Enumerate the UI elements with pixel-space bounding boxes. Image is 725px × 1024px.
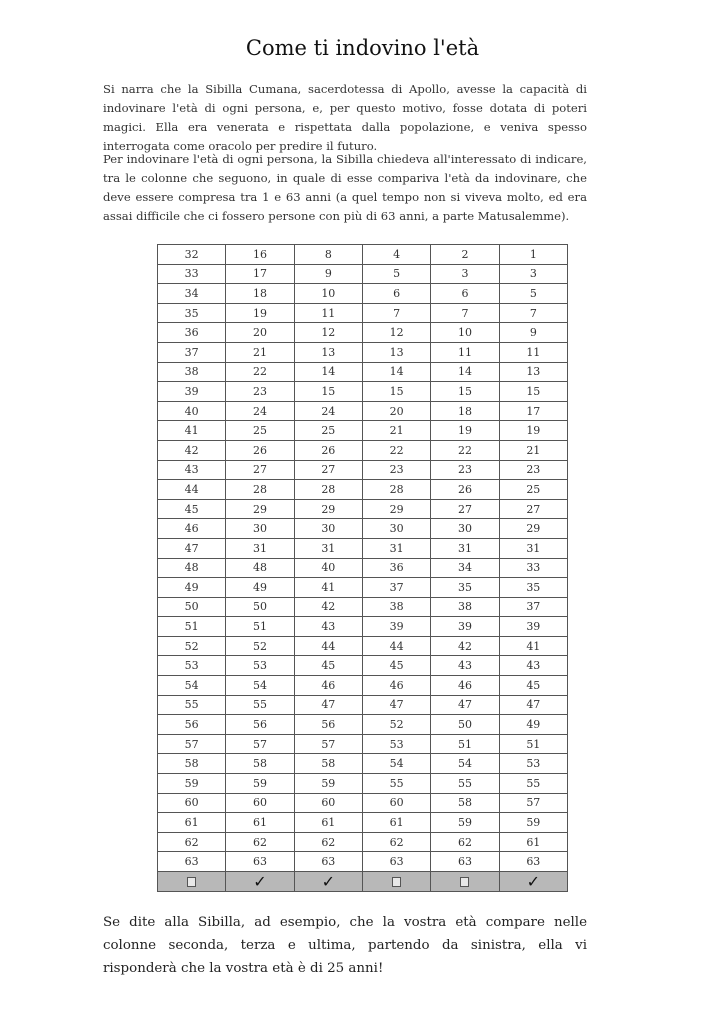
table-cell: 61 — [294, 813, 362, 833]
table-cell: 33 — [158, 264, 226, 284]
table-cell: 57 — [294, 734, 362, 754]
table-cell: 47 — [362, 695, 430, 715]
column-selection-row — [158, 872, 568, 892]
table-cell: 7 — [362, 303, 430, 323]
table-row — [158, 695, 568, 715]
table-cell: 63 — [158, 852, 226, 872]
table-cell: 41 — [158, 421, 226, 441]
table-cell: 5 — [499, 284, 567, 304]
checkmark-icon: ✓ — [321, 871, 336, 891]
table-cell: 14 — [362, 362, 430, 382]
column-mark-cell[interactable] — [158, 872, 226, 892]
table-cell: 58 — [158, 754, 226, 774]
table-cell: 16 — [226, 245, 294, 265]
table-cell: 60 — [158, 793, 226, 813]
table-cell: 51 — [499, 734, 567, 754]
table-row — [158, 754, 568, 774]
table-cell: 25 — [499, 480, 567, 500]
table-cell: 45 — [362, 656, 430, 676]
table-cell: 26 — [294, 440, 362, 460]
table-cell: 23 — [431, 460, 499, 480]
table-cell: 54 — [226, 676, 294, 696]
table-cell: 3 — [431, 264, 499, 284]
table-cell: 59 — [499, 813, 567, 833]
table-cell: 36 — [362, 558, 430, 578]
table-row — [158, 715, 568, 735]
table-row — [158, 460, 568, 480]
table-cell: 62 — [362, 832, 430, 852]
table-cell: 48 — [158, 558, 226, 578]
table-cell: 40 — [294, 558, 362, 578]
table-cell: 17 — [499, 401, 567, 421]
table-cell: 49 — [158, 578, 226, 598]
table-cell: 28 — [226, 480, 294, 500]
table-row — [158, 832, 568, 852]
table-row — [158, 421, 568, 441]
table-cell: 33 — [499, 558, 567, 578]
table-row — [158, 538, 568, 558]
table-cell: 42 — [431, 636, 499, 656]
table-cell: 14 — [294, 362, 362, 382]
table-cell: 56 — [226, 715, 294, 735]
table-cell: 19 — [431, 421, 499, 441]
table-cell: 51 — [431, 734, 499, 754]
table-cell: 60 — [362, 793, 430, 813]
table-cell: 52 — [226, 636, 294, 656]
table-cell: 25 — [226, 421, 294, 441]
table-cell: 21 — [362, 421, 430, 441]
table-cell: 50 — [226, 597, 294, 617]
table-row — [158, 342, 568, 362]
table-cell: 54 — [431, 754, 499, 774]
table-row — [158, 636, 568, 656]
table-row — [158, 303, 568, 323]
table-cell: 51 — [226, 617, 294, 637]
table-cell: 38 — [362, 597, 430, 617]
table-cell: 31 — [226, 538, 294, 558]
table-row — [158, 558, 568, 578]
table-cell: 7 — [431, 303, 499, 323]
table-cell: 63 — [499, 852, 567, 872]
intro-paragraph: Si narra che la Sibilla Cumana, sacerdotessa di Apollo, avesse la capacità di indovinare l'età di ogni persona, e, per questo motivo, fosse dotata di poteri magici. Ella era venerata e rispettata dalla popolazione, e veniva spesso interrogata come oracolo per predire il futuro. — [103, 82, 587, 153]
table-cell: 21 — [499, 440, 567, 460]
table-row — [158, 617, 568, 637]
table-cell: 26 — [226, 440, 294, 460]
table-cell: 27 — [226, 460, 294, 480]
table-cell: 62 — [226, 832, 294, 852]
table-cell: 47 — [499, 695, 567, 715]
table-row — [158, 793, 568, 813]
table-row — [158, 852, 568, 872]
table-cell: 11 — [431, 342, 499, 362]
table-cell: 39 — [499, 617, 567, 637]
table-cell: 25 — [294, 421, 362, 441]
table-cell: 31 — [431, 538, 499, 558]
table-cell: 49 — [499, 715, 567, 735]
table-cell: 55 — [362, 774, 430, 794]
column-mark-cell[interactable] — [294, 872, 362, 892]
page-title: Come ti indovino l'età — [245, 36, 480, 60]
table-cell: 13 — [499, 362, 567, 382]
table-cell: 28 — [362, 480, 430, 500]
table-cell: 57 — [226, 734, 294, 754]
table-cell: 40 — [158, 401, 226, 421]
table-cell: 59 — [294, 774, 362, 794]
table-cell: 56 — [294, 715, 362, 735]
table-cell: 27 — [294, 460, 362, 480]
table-cell: 46 — [362, 676, 430, 696]
table-cell: 30 — [431, 519, 499, 539]
table-cell: 53 — [362, 734, 430, 754]
table-cell: 48 — [226, 558, 294, 578]
table-cell: 11 — [294, 303, 362, 323]
table-cell: 50 — [431, 715, 499, 735]
table-cell: 31 — [362, 538, 430, 558]
table-cell: 12 — [362, 323, 430, 343]
table-cell: 44 — [294, 636, 362, 656]
table-cell: 34 — [158, 284, 226, 304]
table-cell: 24 — [226, 401, 294, 421]
table-cell: 15 — [499, 382, 567, 402]
table-cell: 58 — [226, 754, 294, 774]
table-row — [158, 264, 568, 284]
table-cell: 7 — [499, 303, 567, 323]
column-mark-cell[interactable] — [226, 872, 294, 892]
table-cell: 55 — [499, 774, 567, 794]
table-cell: 59 — [431, 813, 499, 833]
table-cell: 58 — [431, 793, 499, 813]
table-cell: 41 — [294, 578, 362, 598]
table-row — [158, 362, 568, 382]
table-cell: 22 — [226, 362, 294, 382]
table-cell: 47 — [431, 695, 499, 715]
table-cell: 24 — [294, 401, 362, 421]
table-cell: 2 — [431, 245, 499, 265]
table-cell: 28 — [294, 480, 362, 500]
table-cell: 37 — [499, 597, 567, 617]
table-cell: 53 — [158, 656, 226, 676]
table-cell: 55 — [158, 695, 226, 715]
table-cell: 52 — [158, 636, 226, 656]
table-cell: 53 — [499, 754, 567, 774]
table-cell: 61 — [362, 813, 430, 833]
table-cell: 22 — [431, 440, 499, 460]
table-cell: 27 — [431, 499, 499, 519]
table-cell: 41 — [499, 636, 567, 656]
table-cell: 55 — [431, 774, 499, 794]
table-cell: 46 — [431, 676, 499, 696]
table-cell: 21 — [226, 342, 294, 362]
table-cell: 35 — [158, 303, 226, 323]
table-cell: 30 — [226, 519, 294, 539]
table-cell: 6 — [362, 284, 430, 304]
instructions-paragraph: Per indovinare l'età di ogni persona, la Sibilla chiedeva all'interessato di indicare, tra le colonne che seguono, in quale di esse compariva l'età da indovinare, che deve essere compresa tra 1 e 63 anni (a quel tempo non si viveva molto, ed era assai difficile che ci fossero persone con più di 63 anni, a parte Matusalemme). — [103, 152, 587, 223]
table-cell: 45 — [294, 656, 362, 676]
table-cell: 43 — [499, 656, 567, 676]
table-cell: 31 — [499, 538, 567, 558]
column-mark-cell[interactable] — [499, 872, 567, 892]
table-cell: 59 — [158, 774, 226, 794]
table-cell: 60 — [226, 793, 294, 813]
table-cell: 42 — [158, 440, 226, 460]
table-cell: 62 — [158, 832, 226, 852]
table-cell: 59 — [226, 774, 294, 794]
table-cell: 18 — [226, 284, 294, 304]
table-cell: 39 — [158, 382, 226, 402]
column-mark-cell[interactable] — [362, 872, 430, 892]
table-cell: 47 — [158, 538, 226, 558]
table-cell: 63 — [362, 852, 430, 872]
table-cell: 53 — [226, 656, 294, 676]
table-cell: 37 — [362, 578, 430, 598]
table-row — [158, 480, 568, 500]
table-cell: 43 — [294, 617, 362, 637]
table-cell: 60 — [294, 793, 362, 813]
table-cell: 50 — [158, 597, 226, 617]
table-cell: 45 — [499, 676, 567, 696]
table-cell: 11 — [499, 342, 567, 362]
table-cell: 9 — [294, 264, 362, 284]
table-row — [158, 323, 568, 343]
table-row — [158, 813, 568, 833]
table-cell: 1 — [499, 245, 567, 265]
table-cell: 19 — [226, 303, 294, 323]
table-cell: 57 — [158, 734, 226, 754]
checkmark-icon: ✓ — [253, 871, 267, 891]
table-row — [158, 245, 568, 265]
table-cell: 15 — [294, 382, 362, 402]
table-cell: 14 — [431, 362, 499, 382]
table-cell: 13 — [362, 342, 430, 362]
table-cell: 63 — [226, 852, 294, 872]
table-cell: 19 — [499, 421, 567, 441]
table-cell: 62 — [431, 832, 499, 852]
table-row — [158, 519, 568, 539]
table-cell: 20 — [362, 401, 430, 421]
table-cell: 61 — [158, 813, 226, 833]
table-row — [158, 401, 568, 421]
table-cell: 23 — [499, 460, 567, 480]
table-cell: 29 — [499, 519, 567, 539]
table-row — [158, 676, 568, 696]
table-cell: 35 — [431, 578, 499, 598]
table-cell: 10 — [431, 323, 499, 343]
table-row — [158, 734, 568, 754]
table-cell: 15 — [362, 382, 430, 402]
table-cell: 20 — [226, 323, 294, 343]
table-cell: 9 — [499, 323, 567, 343]
table-cell: 32 — [158, 245, 226, 265]
table-cell: 35 — [499, 578, 567, 598]
table-cell: 36 — [158, 323, 226, 343]
table-cell: 38 — [431, 597, 499, 617]
table-cell: 46 — [158, 519, 226, 539]
table-cell: 23 — [362, 460, 430, 480]
table-row — [158, 440, 568, 460]
table-cell: 29 — [226, 499, 294, 519]
table-cell: 63 — [294, 852, 362, 872]
table-cell: 42 — [294, 597, 362, 617]
table-cell: 29 — [294, 499, 362, 519]
table-cell: 56 — [158, 715, 226, 735]
table-cell: 38 — [158, 362, 226, 382]
table-row — [158, 284, 568, 304]
table-cell: 22 — [362, 440, 430, 460]
table-row — [158, 656, 568, 676]
table-cell: 15 — [431, 382, 499, 402]
table-cell: 30 — [294, 519, 362, 539]
checkmark-icon: ✓ — [526, 871, 541, 891]
table-cell: 17 — [226, 264, 294, 284]
table-cell: 54 — [362, 754, 430, 774]
table-cell: 37 — [158, 342, 226, 362]
table-cell: 26 — [431, 480, 499, 500]
table-row — [158, 774, 568, 794]
age-number-table — [157, 244, 568, 892]
table-cell: 63 — [431, 852, 499, 872]
table-cell: 4 — [362, 245, 430, 265]
table-cell: 46 — [294, 676, 362, 696]
empty-box-icon — [187, 877, 196, 887]
table-cell: 43 — [158, 460, 226, 480]
table-cell: 27 — [499, 499, 567, 519]
table-cell: 62 — [294, 832, 362, 852]
table-cell: 43 — [431, 656, 499, 676]
table-cell: 23 — [226, 382, 294, 402]
table-cell: 18 — [431, 401, 499, 421]
table-cell: 54 — [158, 676, 226, 696]
table-cell: 13 — [294, 342, 362, 362]
table-cell: 3 — [499, 264, 567, 284]
table-cell: 34 — [431, 558, 499, 578]
table-cell: 12 — [294, 323, 362, 343]
table-cell: 29 — [362, 499, 430, 519]
table-cell: 39 — [431, 617, 499, 637]
empty-box-icon — [392, 877, 401, 887]
table-cell: 55 — [226, 695, 294, 715]
table-cell: 58 — [294, 754, 362, 774]
column-mark-cell[interactable] — [431, 872, 499, 892]
table-cell: 49 — [226, 578, 294, 598]
table-cell: 44 — [158, 480, 226, 500]
table-cell: 61 — [499, 832, 567, 852]
table-cell: 47 — [294, 695, 362, 715]
table-cell: 52 — [362, 715, 430, 735]
table-cell: 10 — [294, 284, 362, 304]
table-row — [158, 382, 568, 402]
table-cell: 44 — [362, 636, 430, 656]
table-row — [158, 597, 568, 617]
table-cell: 57 — [499, 793, 567, 813]
example-paragraph: Se dite alla Sibilla, ad esempio, che la vostra età compare nelle colonne seconda, terza e ultima, partendo da sinistra, ella vi risponderà che la vostra età è di 25 anni! — [103, 915, 587, 976]
table-row — [158, 499, 568, 519]
table-cell: 51 — [158, 617, 226, 637]
table-cell: 8 — [294, 245, 362, 265]
table-row — [158, 578, 568, 598]
table-cell: 45 — [158, 499, 226, 519]
table-cell: 61 — [226, 813, 294, 833]
empty-box-icon — [460, 877, 469, 887]
table-cell: 31 — [294, 538, 362, 558]
table-cell: 39 — [362, 617, 430, 637]
table-cell: 5 — [362, 264, 430, 284]
table-cell: 6 — [431, 284, 499, 304]
table-cell: 30 — [362, 519, 430, 539]
